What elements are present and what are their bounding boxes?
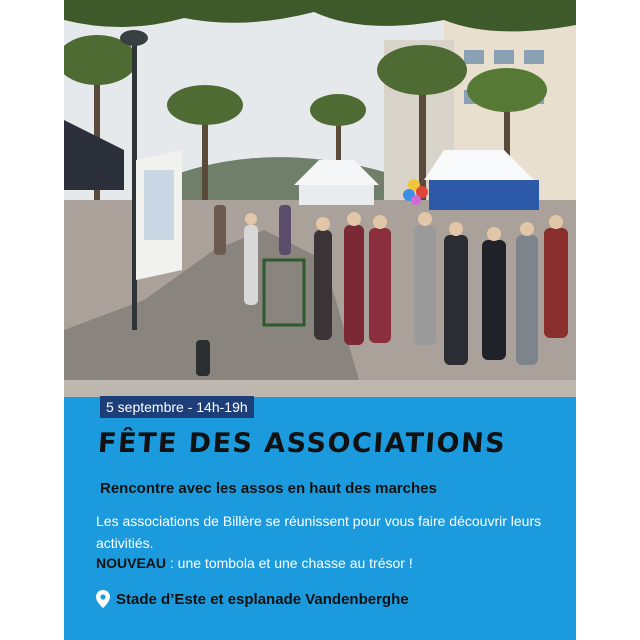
event-title: FÊTE DES ASSOCIATIONS [96,428,508,459]
news-label: NOUVEAU [96,555,167,571]
event-location [96,590,566,608]
event-photo [64,0,576,397]
event-description: Les associations de Billère se réunissent pour vous faire découvrir leurs activitiés. [96,513,542,551]
event-date-badge: 5 septembre - 14h-19h [100,396,254,418]
news-text: : une tombola et une chasse au trésor ! [166,555,413,571]
event-news [96,555,566,571]
location-text: Stade d’Este et esplanade Vandenberghe [116,590,409,608]
event-poster [64,0,576,640]
map-pin-icon [96,590,110,608]
event-subtitle: Rencontre avec les assos en haut des marches [100,480,437,497]
